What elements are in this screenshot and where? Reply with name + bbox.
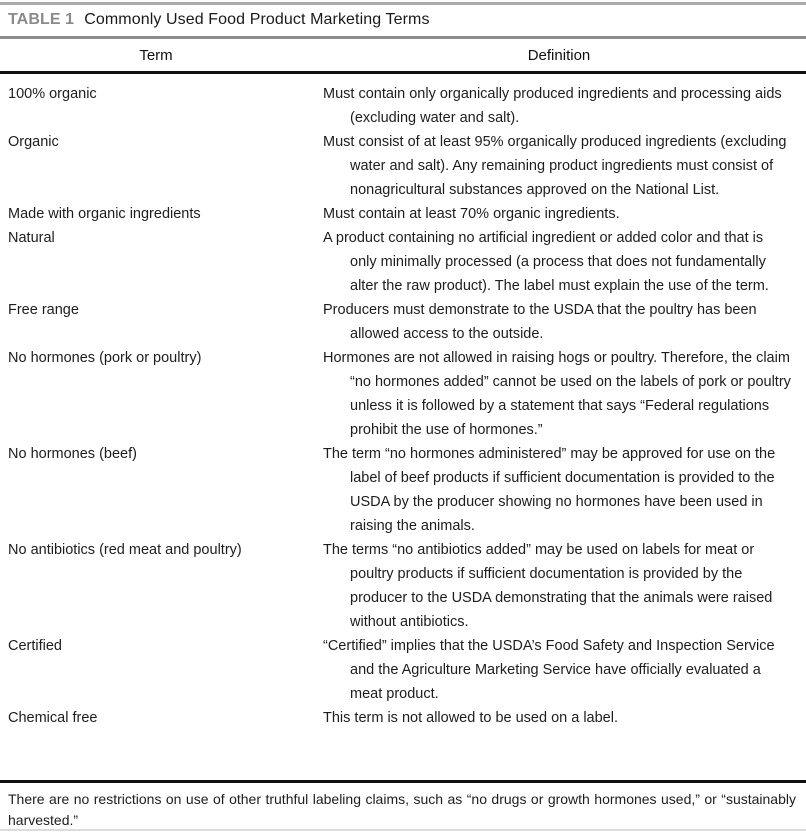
table-footnote: There are no restrictions on use of other truthful labeling claims, such as “no drugs or growth hormones used,” or “sustainably harvested.” bbox=[8, 791, 796, 828]
term-cell: No antibiotics (red meat and poultry) bbox=[8, 542, 242, 558]
definition-cell: “Certified” implies that the USDA’s Food Safety and Inspection Service and the Agriculture Marketing Service have officially evaluated a meat product. bbox=[323, 638, 775, 702]
term-cell: Free range bbox=[8, 302, 79, 318]
table-row bbox=[0, 706, 806, 730]
table-caption bbox=[8, 10, 798, 30]
definition-cell: Must contain only organically produced ingredients and processing aids (excluding water and salt). bbox=[323, 86, 782, 126]
definition-cell: This term is not allowed to be used on a label. bbox=[323, 710, 618, 726]
table-number-label: TABLE 1 bbox=[8, 11, 75, 28]
header-divider-rule bbox=[0, 71, 806, 74]
table-row bbox=[0, 202, 806, 226]
table-row bbox=[0, 634, 806, 706]
definition-cell: Producers must demonstrate to the USDA that the poultry has been allowed access to the outside. bbox=[323, 302, 757, 342]
column-header-definition: Definition bbox=[527, 46, 591, 64]
table-bottom-rule bbox=[0, 780, 806, 783]
definition-cell: The term “no hormones administered” may be approved for use on the label of beef products if sufficient documentation is provided to the USDA by the producer showing no hormones have been used in raising the animals. bbox=[323, 446, 776, 534]
term-cell: Certified bbox=[8, 638, 62, 654]
definition-cell: The terms “no antibiotics added” may be used on labels for meat or poultry products if sufficient documentation is provided by the producer to the USDA demonstrating that the animals were raised without antibiotics. bbox=[323, 542, 773, 630]
column-header-term: Term bbox=[139, 46, 173, 64]
table-row bbox=[0, 298, 806, 346]
term-cell: Chemical free bbox=[8, 710, 98, 726]
table-row bbox=[0, 538, 806, 634]
term-cell: No hormones (beef) bbox=[8, 446, 137, 462]
table-row bbox=[0, 130, 806, 202]
term-cell: 100% organic bbox=[8, 86, 97, 102]
definition-cell: A product containing no artificial ingredient or added color and that is only minimally processed (a process that does not fundamentally alter the raw product). The label must explain the use of the term. bbox=[323, 230, 769, 294]
table-row bbox=[0, 346, 806, 442]
term-cell: Made with organic ingredients bbox=[8, 206, 201, 222]
top-divider-rule bbox=[0, 2, 806, 5]
term-cell: No hormones (pork or poultry) bbox=[8, 350, 202, 366]
definition-cell: Must consist of at least 95% organically produced ingredients (excluding water and salt). Any remaining product ingredients must consist of nonagricultural substances approved on the National List. bbox=[323, 134, 787, 198]
table-body bbox=[0, 82, 806, 730]
table-header-row bbox=[0, 39, 806, 71]
table-row bbox=[0, 442, 806, 538]
page-bottom-rule bbox=[0, 829, 806, 831]
table-title: Commonly Used Food Product Marketing Terms bbox=[84, 11, 430, 28]
term-cell: Organic bbox=[8, 134, 59, 150]
table-row bbox=[0, 226, 806, 298]
definition-cell: Must contain at least 70% organic ingredients. bbox=[323, 206, 620, 222]
table-row bbox=[0, 82, 806, 130]
term-cell: Natural bbox=[8, 230, 55, 246]
definition-cell: Hormones are not allowed in raising hogs or poultry. Therefore, the claim “no hormones added” cannot be used on the labels of pork or poultry unless it is followed by a statement that says “Federal regulations prohibit the use of hormones.” bbox=[323, 350, 791, 438]
